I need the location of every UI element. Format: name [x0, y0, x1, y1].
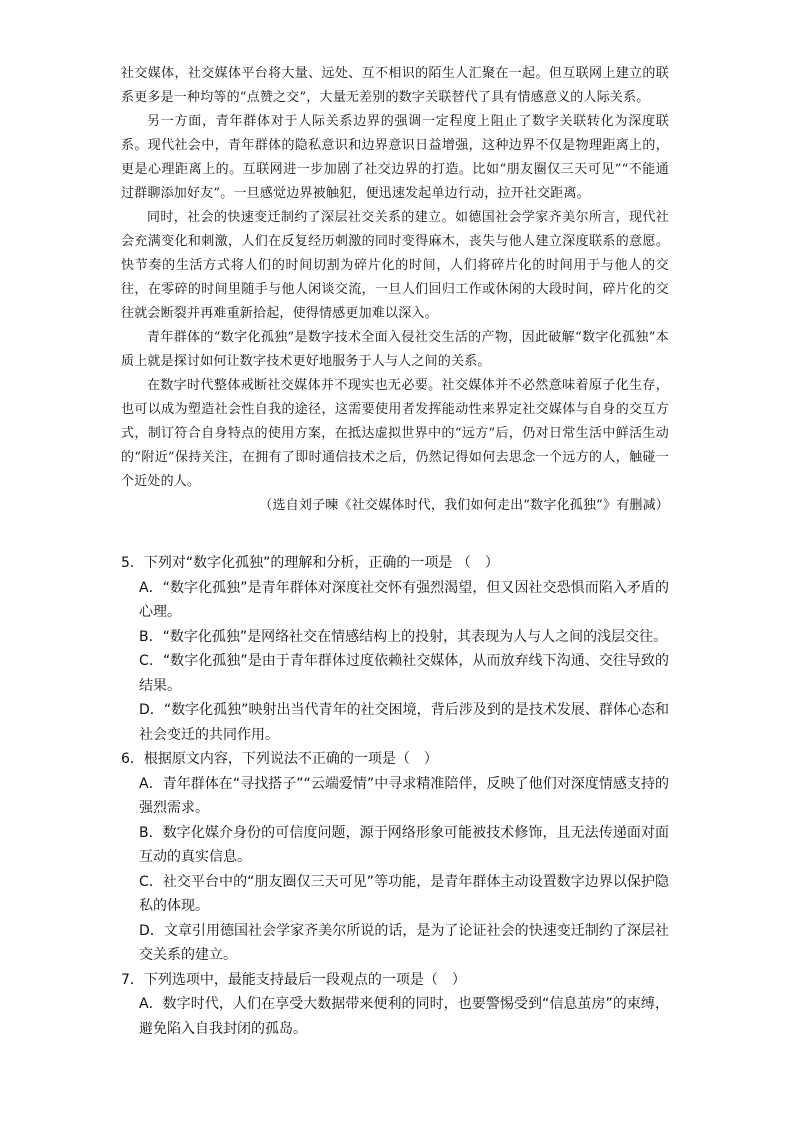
passage-paragraph: 同时，社会的快速变迁制约了深层社交关系的建立。如德国社会学家齐美尔所言，现代社会充满变化和刺激，人们在反复经历刺激的同时变得麻木，丧失与他人建立深度联系的意愿。快节奏的生活方式将人们的时间切割为碎片化的时间，人们将碎片化的时间用于与他人的交往，在零碎的时间里随手与他人闲谈交流，一旦人们回归工作或休闲的大段时间，碎片化的交往就会断裂并再难重新拾起，使得情感更加难以深入。 — [121, 210, 669, 321]
option-a: A．“数字化孤独”是青年群体对深度社交怀有强烈渴望，但又因社交恐惧而陷入矛盾的心理。 — [139, 579, 669, 620]
option-d: D．文章引用德国社会学家齐美尔所说的话，是为了论证社会的快速变迁制约了深层社交关系的建立。 — [139, 922, 669, 963]
question-stem: 5．下列对“数字化孤独”的理解和分析，正确的一项是 （ ） — [121, 555, 499, 571]
option-c: C．社交平台中的“朋友圈仅三天可见”等功能，是青年群体主动设置数字边界以保护隐私的体现。 — [139, 873, 669, 914]
question-7 — [121, 968, 669, 1042]
option-c: C．“数字化孤独”是由于青年群体过度依赖社交媒体，从而放弃线下沟通、交往导致的结果。 — [139, 653, 669, 694]
option-a: A．数字时代，人们在享受大数据带来便利的同时，也要警惕受到“信息茧房”的束缚，避免陷入自我封闭的孤岛。 — [139, 996, 669, 1037]
passage-paragraph: 社交媒体，社交媒体平台将大量、远处、互不相识的陌生人汇聚在一起。但互联网上建立的联系更多是一种均等的“点赞之交”，大量无差别的数字关联替代了具有情感意义的人际关系。 — [121, 66, 669, 105]
reading-passage — [121, 62, 669, 518]
question-list — [121, 551, 669, 1041]
option-b: B．数字化媒介身份的可信度问题，源于网络形象可能被技术修饰，且无法传递面对面互动的真实信息。 — [139, 824, 669, 865]
passage-paragraph: 青年群体的“数字化孤独”是数字技术全面入侵社交生活的产物，因此破解“数字化孤独”本质上就是探讨如何让数字技术更好地服务于人与人之间的关系。 — [121, 330, 669, 369]
question-6 — [121, 747, 669, 968]
option-a: A．青年群体在“寻找搭子”“云端爱情”中寻求精准陪伴，反映了他们对深度情感支持的强烈需求。 — [139, 775, 669, 816]
option-d: D．“数字化孤独”映射出当代青年的社交困境，背后涉及到的是技术发展、群体心态和社会变迁的共同作用。 — [139, 702, 669, 743]
question-stem: 6．根据原文内容，下列说法不正确的一项是（ ） — [121, 751, 438, 767]
option-b: B．“数字化孤独”是网络社交在情感结构上的投射，其表现为人与人之间的浅层交往。 — [139, 628, 668, 645]
question-5 — [121, 551, 669, 747]
passage-source: （选自刘子暕《社交媒体时代，我们如何走出“数字化孤独”》有删减） — [259, 498, 669, 513]
passage-paragraph: 在数字时代整体戒断社交媒体并不现实也无必要。社交媒体并不必然意味着原子化生存，也可以成为塑造社会性自我的途径，这需要使用者发挥能动性来界定社交媒体与自身的交互方式，制订符合自身特点的使用方案，在抵达虚拟世界中的“远方”后，仍对日常生活中鲜活生动的“附近”保持关注，在拥有了即时通信技术之后，仍然记得如何去思念一个远方的人，触碰一个近处的人。 — [121, 378, 669, 489]
question-stem: 7．下列选项中，最能支持最后一段观点的一项是（ ） — [121, 971, 466, 988]
passage-paragraph: 另一方面，青年群体对于人际关系边界的强调一定程度上阻止了数字关联转化为深度联系。现代社会中，青年群体的隐私意识和边界意识日益增强，这种边界不仅是物理距离上的，更是心理距离上的。互联网进一步加剧了社交边界的打造。比如“朋友圈仅三天可见”“不能通过群聊添加好友”。一旦感觉边界被触犯，便迅速发起单边行动，拉开社交距离。 — [121, 114, 669, 201]
